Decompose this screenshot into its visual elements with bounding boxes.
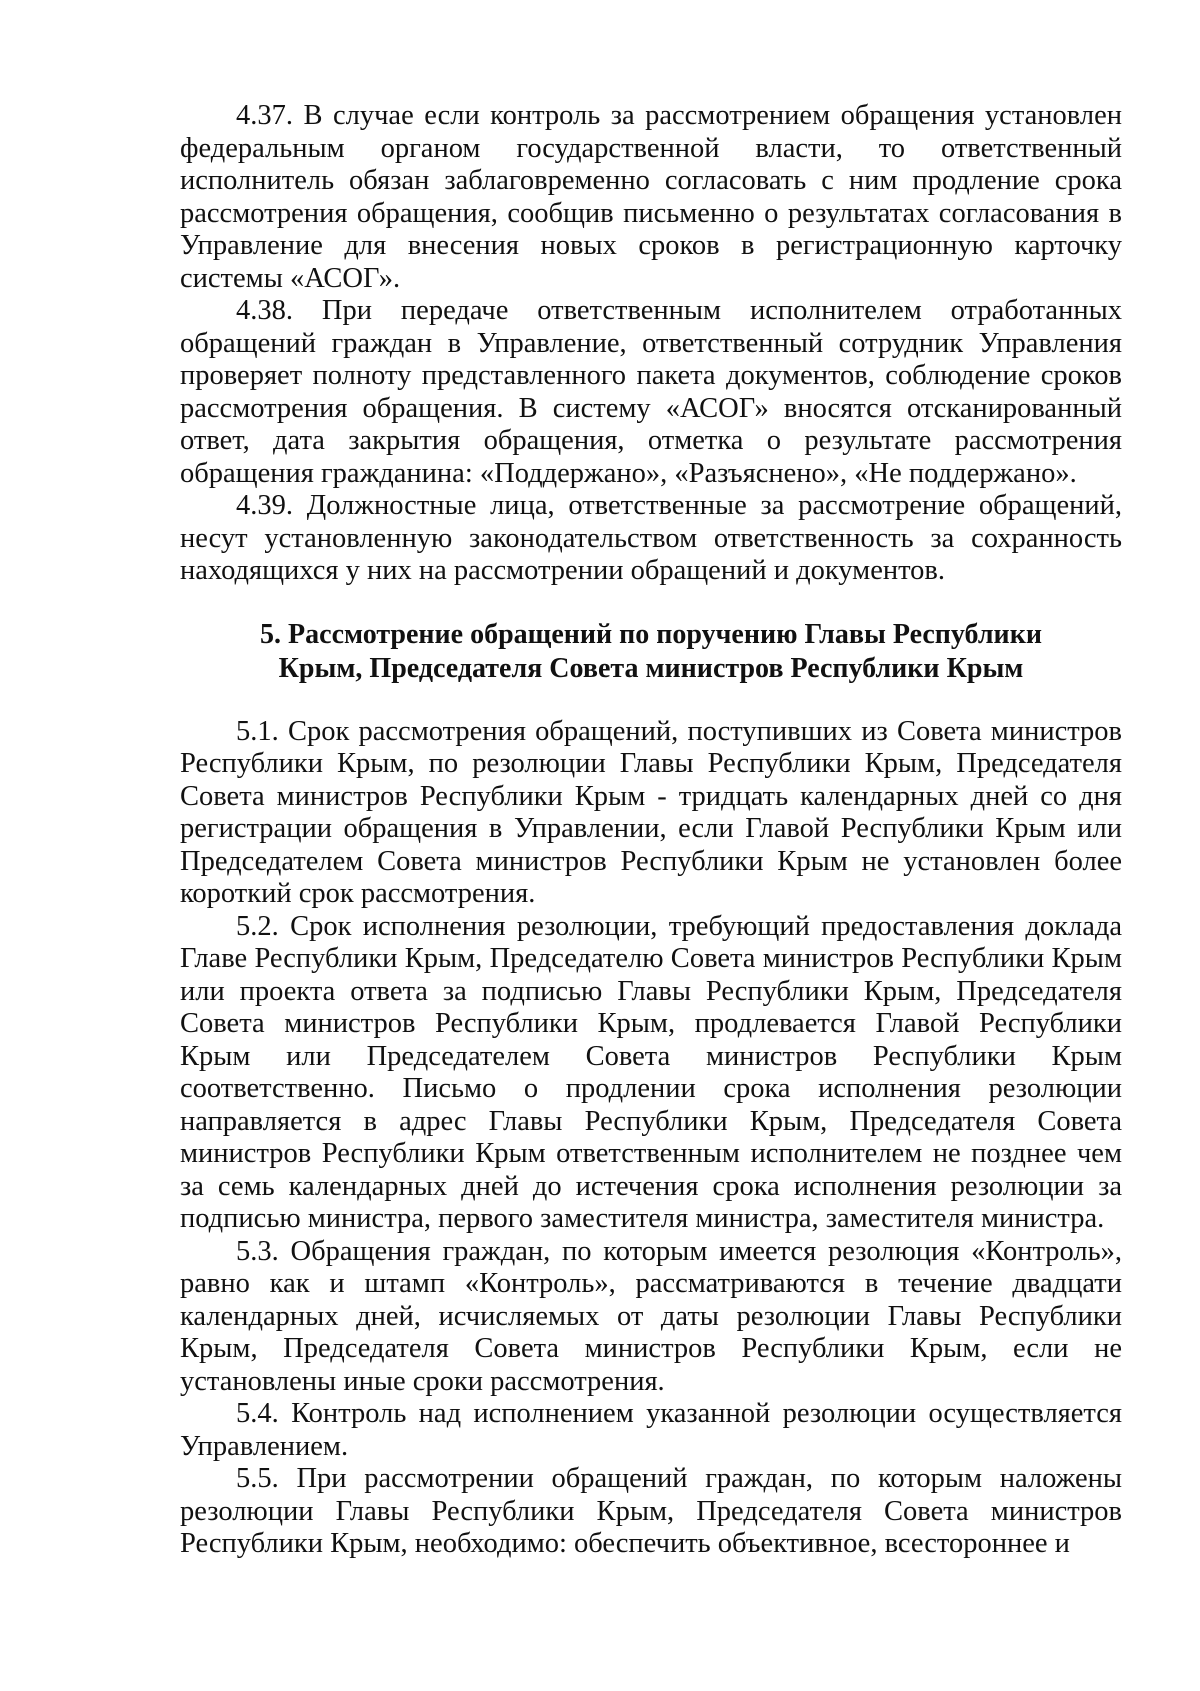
section-5-heading-line-1: 5. Рассмотрение обращений по поручению Главы Республики [260,618,1042,650]
paragraph-5-4: 5.4. Контроль над исполнением указанной резолюции осуществляется Управлением. [180,1398,1122,1462]
document-body [180,100,1122,1561]
section-5-heading [180,618,1122,686]
paragraph-4-37: 4.37. В случае если контроль за рассмотрением обращения установлен федеральным органом государственной власти, то ответственный исполнитель обязан заблаговременно согласовать с ним продление срока рассмотрения обращения, сообщив письменно о результатах согласования в Управление для внесения новых сроков в регистрационную карточку системы «АСОГ». [180,100,1122,294]
paragraph-4-38: 4.38. При передаче ответственным исполнителем отработанных обращений граждан в Управление, ответственный сотрудник Управления проверяет полноту представленного пакета документов, соблюдение сроков рассмотрения обращения. В систему «АСОГ» вносятся отсканированный ответ, дата закрытия обращения, отметка о результате рассмотрения обращения гражданина: «Поддержано», «Разъяснено», «Не поддержано». [180,295,1122,489]
paragraph-5-2: 5.2. Срок исполнения резолюции, требующий предоставления доклада Главе Республики Крым, Председателю Совета министров Республики Крым или проекта ответа за подписью Главы Республики Крым, Председателя Совета министров Республики Крым, продлевается Главой Республики Крым или Председателем Совета министров Республики Крым соответственно. Письмо о продлении срока исполнения резолюции направляется в адрес Главы Республики Крым, Председателя Совета министров Республики Крым ответственным исполнителем не позднее чем за семь календарных дней до истечения срока исполнения резолюции за подписью министра, первого заместителя министра, заместителя министра. [180,910,1122,1234]
section-5-heading-line-2: Крым, Председателя Совета министров Республики Крым [278,652,1024,684]
paragraph-5-3: 5.3. Обращения граждан, по которым имеется резолюция «Контроль», равно как и штамп «Контроль», рассматриваются в течение двадцати календарных дней, исчисляемых от даты резолюции Главы Республики Крым, Председателя Совета министров Республики Крым, если не установлены иные сроки рассмотрения. [180,1235,1122,1397]
paragraph-4-39: 4.39. Должностные лица, ответственные за рассмотрение обращений, несут установленную законодательством ответственность за сохранность находящихся у них на рассмотрении обращений и документов. [180,490,1122,586]
paragraph-5-5: 5.5. При рассмотрении обращений граждан, по которым наложены резолюции Главы Республики Крым, Председателя Совета министров Республики Крым, необходимо: обеспечить объективное, всестороннее и [180,1463,1122,1559]
paragraph-5-1: 5.1. Срок рассмотрения обращений, поступивших из Совета министров Республики Крым, по резолюции Главы Республики Крым, Председателя Совета министров Республики Крым - тридцать календарных дней со дня регистрации обращения в Управлении, если Главой Республики Крым или Председателем Совета министров Республики Крым не установлен более короткий срок рассмотрения. [180,715,1122,909]
